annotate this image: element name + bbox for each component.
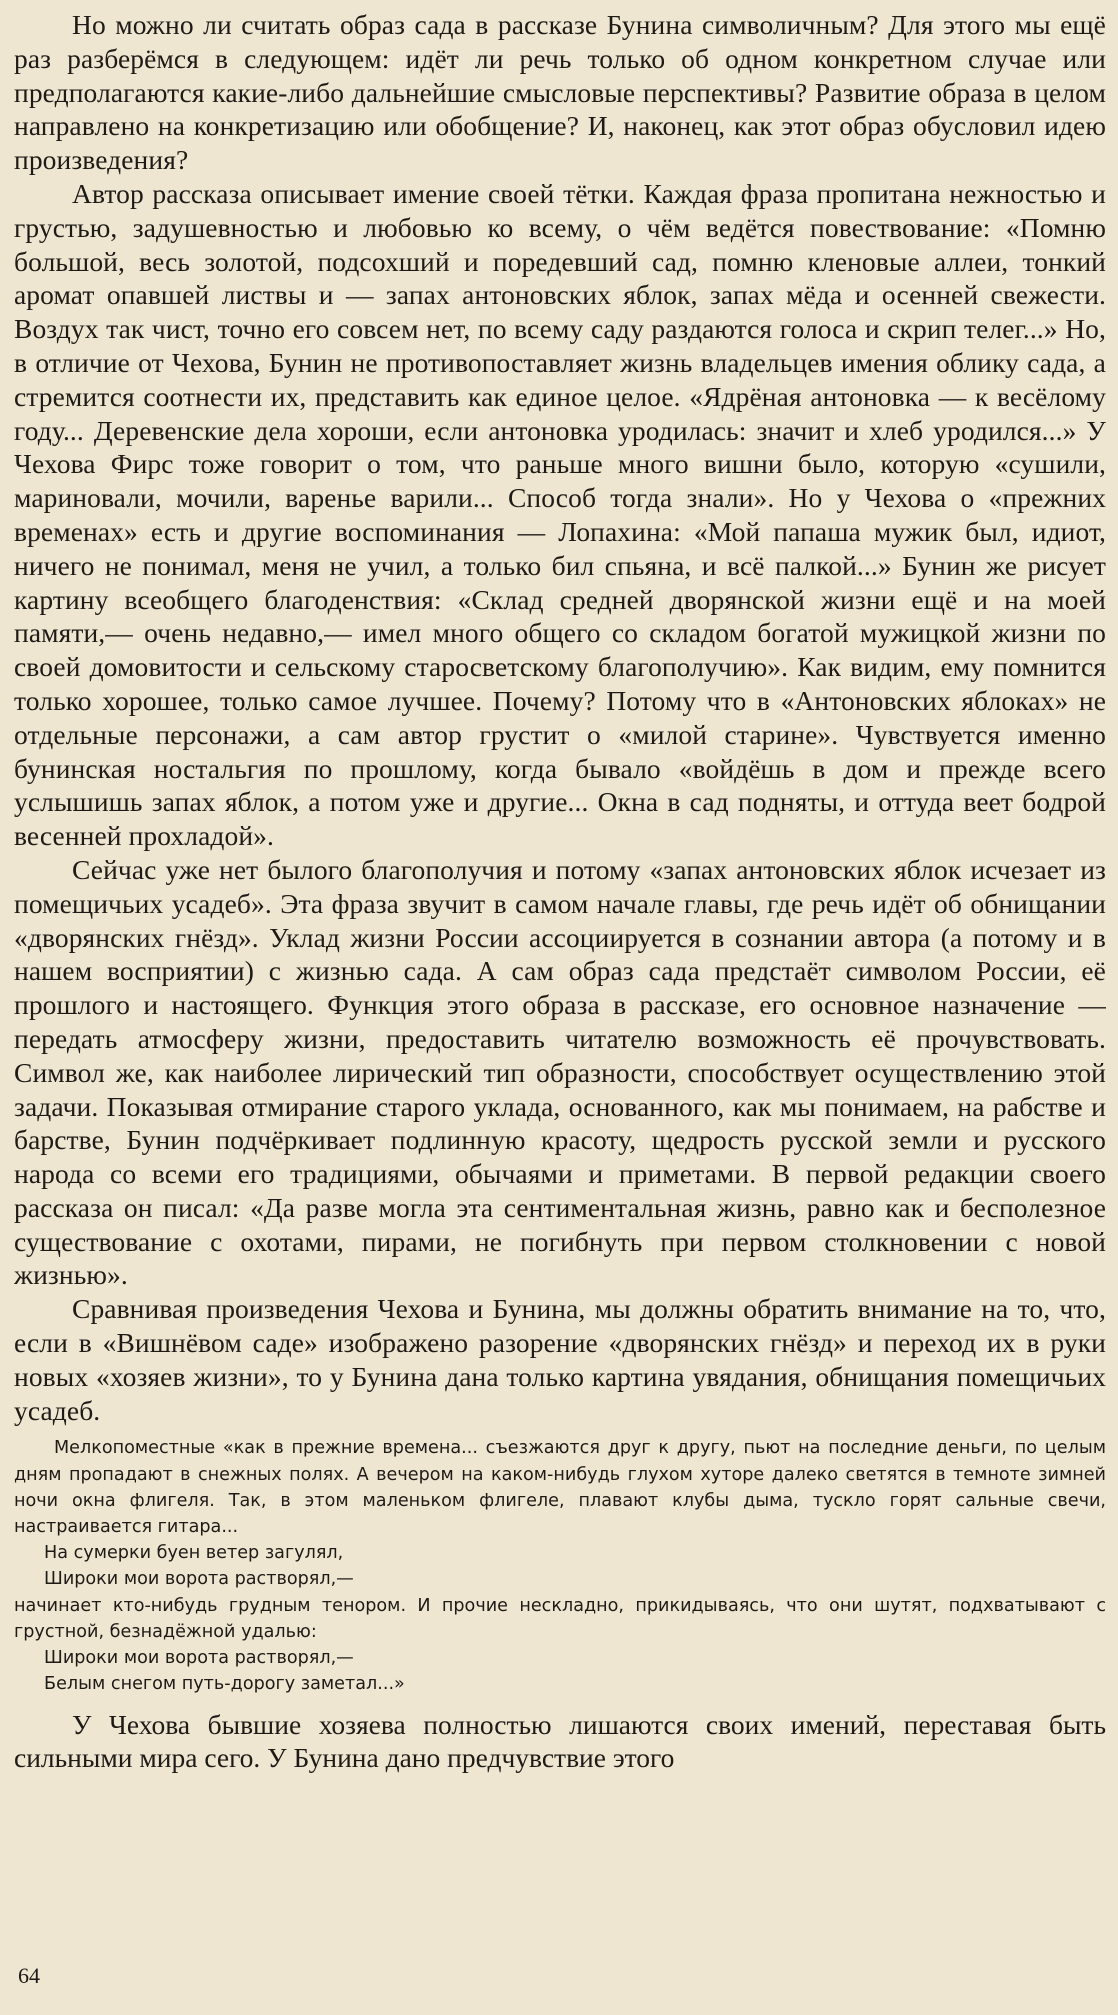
paragraph: Но можно ли считать образ сада в рассказе Бунина символичным? Для этого мы ещё раз разберёмся в следующем: идёт ли речь только об одном конкретном случае или предполагаются какие-либо дальнейшие смысловые перспективы? Развитие образа в целом направлено на конкретизацию или обобщение? И, наконец, как этот образ обусловил идею произведения? <box>14 9 1106 176</box>
paragraph: Сейчас уже нет былого благополучия и потому «запах антоновских яблок исчезает из помещичьих усадеб». Эта фраза звучит в самом начале главы, где речь идёт об обнищании «дворянских гнёзд». Уклад жизни России ассоциируется в сознании автора (а потому и в нашем восприятии) с жизнью сада. А сам образ сада предстаёт символом России, её прошлого и настоящего. Функция этого образа в рассказе, его основное назначение — передать атмосферу жизни, предоставить читателю возможность её прочувствовать. Символ же, как наиболее лирический тип образности, способствует осуществлению этой задачи. Показывая отмирание старого уклада, основанного, как мы понимаем, на рабстве и барстве, Бунин подчёркивает подлинную красоту, щедрость русской земли и русского народа со всеми его традициями, обычаями и приметами. В первой редакции своего рассказа он писал: «Да разве могла эта сентиментальная жизнь, равно как и бесполезное существование с охотами, пирами, не погибнуть при первом столкновении с новой жизнью». <box>14 853 1106 1291</box>
quote-middle: начинает кто-нибудь грудным тенором. И прочие нескладно, прикидываясь, что они шутят, подхватывают с грустной, безнадёжной удалью: <box>14 1595 1106 1642</box>
verse-line: Белым снегом путь-дорогу заметал...» <box>44 1674 405 1695</box>
closing-text <box>14 1708 1106 1776</box>
paragraph: Сравнивая произведения Чехова и Бунина, мы должны обратить внимание на то, что, если в «Вишнёвом саде» изображено разорение «дворянских гнёзд» и переход их в руки новых «хозяев жизни», то у Бунина дана только картина увядания, обнищания помещичьих усадеб. <box>14 1293 1106 1426</box>
verse-stanza <box>14 1540 1106 1592</box>
quote-intro: Мелкопоместные «как в прежние времена... съезжаются друг к другу, пьют на последние деньги, по целым дням пропадают в снежных полях. А вечером на каком-нибудь глухом хуторе далеко светятся в темноте зимней ночи окна флигеля. Так, в этом маленьком флигеле, плавают клубы дыма, тускло горят сальные свечи, настраивается гитара... <box>14 1438 1106 1538</box>
verse-line: На сумерки буен ветер загулял, <box>44 1543 344 1564</box>
verse-line: Широки мои ворота растворял,— <box>44 1569 354 1590</box>
page-number: 64 <box>18 1963 40 1988</box>
verse-line: Широки мои ворота растворял,— <box>44 1648 354 1669</box>
book-page <box>14 8 1106 1998</box>
paragraph: Автор рассказа описывает имение своей тётки. Каждая фраза пропитана нежностью и грустью, задушевностью и любовью ко всему, о чём ведётся повествование: «Помню большой, весь золотой, подсохший и поредевший сад, помню кленовые аллеи, тонкий аромат опавшей листвы и — запах антоновских яблок, запах мёда и осенней свежести. Воздух так чист, точно его совсем нет, по всему саду раздаются голоса и скрип телег...» Но, в отличие от Чехова, Бунин не противопоставляет жизнь владельцев имения облику сада, а стремится соотнести их, представить как единое целое. «Ядрёная антоновка — к весёлому году... Деревенские дела хороши, если антоновка уродилась: значит и хлеб уродился...» У Чехова Фирс тоже говорит о том, что раньше много вишни было, которую «сушили, мариновали, мочили, варенье варили... Способ тогда знали». Но у Чехова о «прежних временах» есть и другие воспоминания — Лопахина: «Мой папаша мужик был, идиот, ничего не понимал, меня не учил, а только бил спьяна, и всё палкой...» Бунин же рисует картину всеобщего благоденствия: «Склад средней дворянской жизни ещё и на моей памяти,— очень недавно,— имел много общего со складом богатой мужицкой жизни по своей домовитости и сельскому старосветскому благополучию». Как видим, ему помнится только хорошее, только самое лучшее. Почему? Потому что в «Антоновских яблоках» не отдельные персонажи, а сам автор грустит о «милой старине». Чувствуется именно бунинская ностальгия по прошлому, когда бывало «войдёшь в дом и прежде всего услышишь запах яблок, а потом уже и другие... Окна в сад подняты, и оттуда веет бодрой весенней прохладой». <box>14 177 1106 852</box>
paragraph: У Чехова бывшие хозяева полностью лишаются своих имений, переставая быть сильными мира сего. У Бунина дано предчувствие этого <box>14 1708 1106 1774</box>
block-quote <box>14 1435 1106 1697</box>
main-text <box>14 8 1106 1427</box>
verse-stanza <box>14 1645 1106 1697</box>
